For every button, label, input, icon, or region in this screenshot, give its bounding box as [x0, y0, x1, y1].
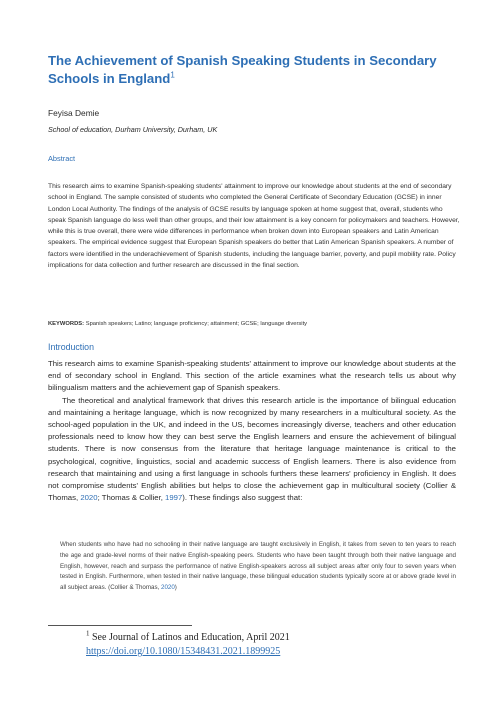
footnote-marker: 1 — [86, 629, 90, 638]
title-footnote-marker[interactable]: 1 — [170, 70, 175, 80]
intro-paragraph-1: This research aims to examine Spanish-speaking students' attainment to improve our knowledge about students at the end of secondary school in England. This section of the article examines what the research tells us about why bilingualism matters and the achievement gap of Spanish speakers. — [48, 359, 456, 393]
footnote — [86, 631, 446, 659]
footnote-text: See Journal of Latinos and Education, April 2021 — [92, 632, 290, 643]
abstract-heading: Abstract — [48, 154, 76, 163]
author-affiliation: School of education, Durham University, Durham, UK — [48, 125, 218, 134]
citation-link[interactable]: 2020 — [161, 584, 175, 592]
introduction-heading: Introduction — [48, 342, 94, 352]
citation-link[interactable]: 1997 — [165, 493, 183, 503]
keywords-text: Spanish speakers; Latino; language proficiency; attainment; GCSE; language diversity — [85, 321, 308, 327]
introduction-body — [48, 358, 456, 504]
block-quote: When students who have had no schooling in their native language are taught exclusively in English, it takes from seven to ten years to reach the age and grade-level norms of their native English-speaking peers. Students who have been taught through both their native language and English, however, reach and surpass the performance of native English-speakers across all subject areas after only four to seven years when tested in English. Furthermore, when tested in their native language, these bilingual education students typically score at or above grade level in all subject areas. (Collier & Thomas, 2020) — [60, 541, 456, 592]
author-name: Feyisa Demie — [48, 108, 100, 118]
keywords-line — [48, 321, 460, 327]
footnote-divider — [48, 625, 192, 626]
keywords-label: KEYWORDS: — [48, 321, 85, 327]
paper-title: The Achievement of Spanish Speaking Students in Secondary Schools in England$^1$ — [48, 53, 437, 86]
abstract-body: This research aims to examine Spanish-speaking students' attainment to improve our knowledge about students at the end of secondary school in England. The sample consisted of students who completed the General Certificate of Secondary Education (GCSE) in inner London Local Authority. The findings of the analysis of GCSE results by language spoken at home suggest that, overall, students who speak Spanish language do less well than other groups, and their low attainment is a key concern for policymakers and teachers. However, while this is true overall, there were wide differences in performance when broken down into European speakers and Latin American speakers. The empirical evidence suggest that European Spanish speakers do better that Latin American Spanish speakers. A number of factors were identified in the underachievement of Spanish students, including the language barrier, poverty, and pupil mobility rate. Policy implications for data collection and further research are discussed in the final section. — [48, 183, 460, 270]
citation-link[interactable]: 2020 — [80, 493, 98, 503]
doi-link[interactable]: https://doi.org/10.1080/15348431.2021.1899925 — [86, 646, 281, 657]
intro-paragraph-2: The theoretical and analytical framework that drives this research article is the importance of bilingual education and maintaining a heritage language, which is now recognized by many researchers in a multicultural society. As the school-aged population in the UK, and indeed in the US, becomes increasingly diverse, teachers and other education professionals need to know how they can best serve the English learners and ensure the achievement of bilingual students. There is now consensus from the literature that heritage language maintenance is critical to the psychological, cognitive, linguistics, social and academic success of English learners. There is also evidence from research that maintaining and using a first language in schools furthers these learners' proficiency in English. It does not compromise students' English abilities but helps to close the achievement gap in multicultural society (Collier & Thomas, 2020; Thomas & Collier, 1997). These findings also suggest that: — [48, 395, 456, 503]
